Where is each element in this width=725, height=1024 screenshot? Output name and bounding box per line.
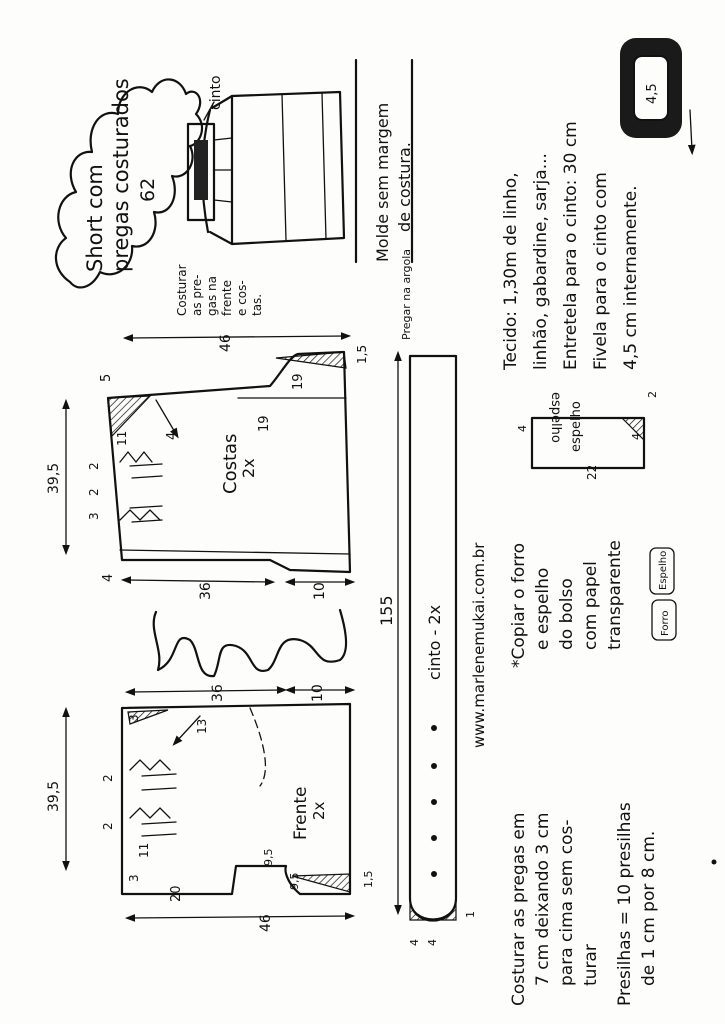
- instruction-line: do bolso: [557, 578, 577, 650]
- title-line1: Short com: [83, 164, 107, 272]
- sketch-note-line: e cos-: [235, 280, 249, 316]
- belt-hole: [431, 725, 437, 731]
- sketch-note-line: Costurar: [175, 264, 189, 316]
- instruction-line: Costurar as pregas em: [509, 812, 529, 1006]
- sketch-note-line: frente: [220, 280, 234, 316]
- frente-dim-95a: 9,5: [262, 848, 275, 866]
- buckle-label: 4,5: [645, 83, 660, 104]
- sketch-note: [175, 264, 264, 316]
- costas-dim-19a: 19: [257, 415, 272, 432]
- costas-pleat-2a: 2: [87, 462, 101, 470]
- frente-dim-11: 11: [137, 842, 151, 858]
- title-cloud: [56, 78, 202, 287]
- frente-dim-20: 20: [169, 885, 184, 902]
- costas-dim-bottom-left: 36: [198, 582, 214, 600]
- frente-dim-2b: 2: [101, 822, 115, 830]
- cinto-dim-4b: 4: [426, 939, 439, 946]
- costas-dim-5: 5: [99, 373, 114, 382]
- instruction-line: *Copiar o forro: [509, 543, 529, 668]
- belt-hole: [431, 835, 437, 841]
- sketch-cinto-label: cinto: [208, 75, 224, 110]
- frente-dim-2a: 2: [101, 774, 115, 782]
- frente-dim-13: 13: [195, 718, 209, 734]
- sketch-note-line: gas na: [205, 276, 219, 316]
- costas-dim-top: 46: [218, 334, 234, 352]
- instruction-line: 7 cm deixando 3 cm: [533, 812, 553, 986]
- cinto-dim-1: 1: [464, 911, 477, 918]
- costas-pleat-3: 3: [87, 512, 101, 520]
- frente-dim-3b: 3: [127, 874, 141, 882]
- website-text: www.marlenemukai.com.br: [470, 542, 488, 748]
- pocket-tag-espelho: Espelho: [658, 550, 669, 590]
- fabric-note-line3: Entretela para o cinto: 30 cm: [561, 121, 581, 370]
- shorts-sketch: [175, 75, 344, 316]
- costas-name: Costas: [220, 433, 241, 494]
- buckle-icon: [620, 38, 682, 138]
- fabric-note-line2: linhão, gabardine, sarja...: [531, 153, 551, 370]
- molde-note: [356, 60, 414, 262]
- pocket-dim-4a: 4: [516, 425, 529, 432]
- cinto-dim-4a: 4: [408, 939, 421, 946]
- costas-pleat-2b: 2: [87, 488, 101, 496]
- frente-dim-15: 1,5: [362, 870, 375, 888]
- molde-note-line2: de costura.: [395, 142, 414, 232]
- frente-dim-top-left: 36: [210, 684, 226, 702]
- costas-dim-4b: 4: [165, 431, 180, 440]
- cinto-length: 155: [377, 595, 396, 626]
- costas-piece: [46, 334, 369, 600]
- belt-hole: [431, 871, 437, 877]
- frente-dim-side: 39,5: [46, 780, 62, 812]
- fabric-note-line1: Tecido: 1,30m de linho,: [501, 172, 521, 370]
- costas-count: 2x: [239, 458, 258, 478]
- frente-count: 2x: [310, 801, 328, 820]
- fabric-notes: [501, 121, 641, 371]
- frente-dim-bottom: 46: [258, 914, 274, 932]
- costas-dim-19b: 19: [291, 373, 306, 390]
- instruction-line: e espelho: [533, 567, 553, 650]
- instructions-costurar: [509, 813, 601, 1006]
- pocket-espelho: espelho: [569, 401, 584, 452]
- pocket-espelho-reversed: espelho: [548, 392, 563, 443]
- pocket-dim-22: 22: [585, 464, 599, 480]
- costas-dim-side: 39,5: [46, 462, 62, 494]
- molde-note-line1: Molde sem margem: [373, 102, 392, 262]
- instructions-presilhas: [615, 802, 659, 1006]
- belt-hole: [431, 763, 437, 769]
- instruction-line: com papel: [581, 561, 601, 650]
- instruction-line: transparente: [605, 540, 625, 650]
- instruction-line: para cima sem cos-: [557, 819, 577, 986]
- cinto-note: Pregar na argola: [400, 248, 413, 340]
- title-number: 62: [137, 177, 159, 202]
- instruction-line: Presilhas = 10 presilhas: [615, 802, 635, 1006]
- frente-dim-top-right: 10: [310, 684, 326, 702]
- pocket-dim-4b: 4: [630, 433, 643, 440]
- frente-name: Frente: [291, 786, 311, 840]
- frente-dim-95b: 9,5: [288, 872, 301, 890]
- sketch-note-line: as pre-: [190, 274, 204, 316]
- sketch-note-line: tas.: [250, 293, 264, 316]
- cinto-piece: [377, 249, 477, 946]
- title-line2: pregas costurados: [109, 78, 133, 272]
- instruction-line: de 1 cm por 8 cm.: [639, 830, 659, 986]
- fabric-note-line5: 4,5 cm internamente.: [621, 185, 641, 370]
- costas-dim-bottom-right: 10: [312, 582, 328, 600]
- costas-dim-4: 4: [101, 573, 116, 582]
- fabric-note-line4: Fivela para o cinto com: [591, 172, 611, 370]
- pocket-dim-2: 2: [646, 391, 659, 398]
- signature-text: Marlene Mukai: [0, 0, 8, 1]
- cinto-label: cinto - 2x: [425, 604, 444, 680]
- pocket-tag-forro: Forro: [660, 610, 671, 636]
- belt-hole: [431, 799, 437, 805]
- costas-dim-15: 1,5: [355, 344, 369, 364]
- costas-dim-11: 11: [115, 430, 129, 446]
- instruction-line: turar: [581, 944, 601, 986]
- frente-piece: [46, 684, 375, 932]
- instructions-copiar: [509, 540, 625, 668]
- frente-dim-3a: 3: [127, 714, 141, 722]
